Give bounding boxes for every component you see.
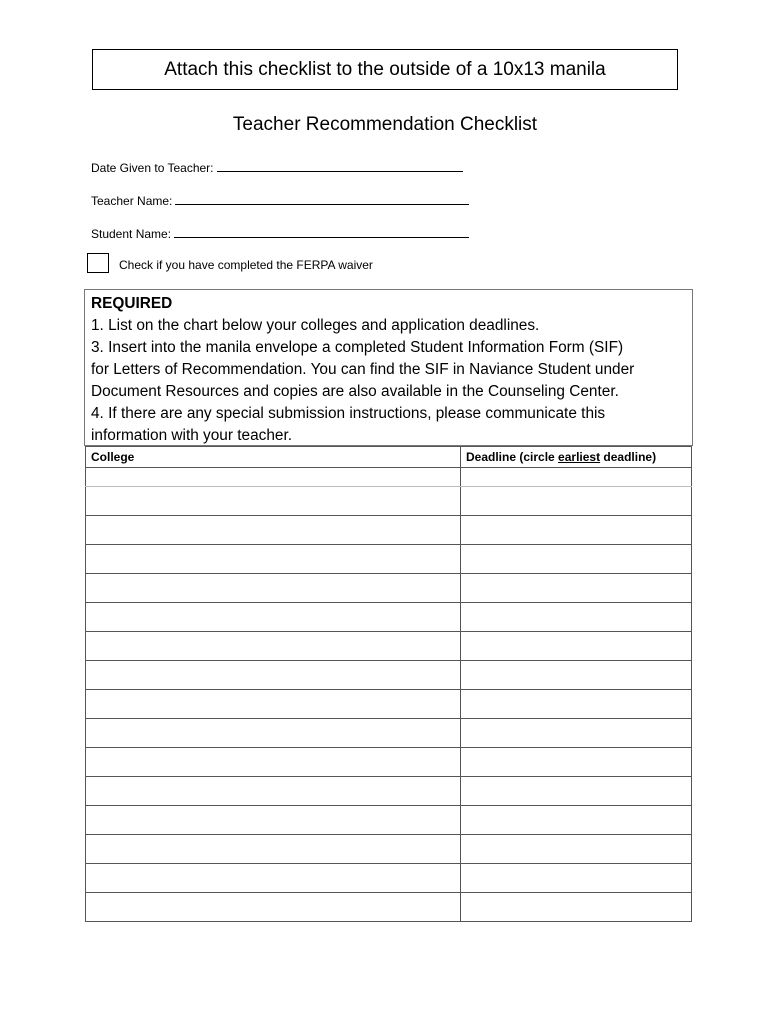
deadline-cell[interactable] [461,748,692,777]
required-line: information with your teacher. [91,427,293,444]
deadline-cell[interactable] [461,574,692,603]
student-name-label: Student Name: [91,227,172,241]
deadline-cell[interactable] [461,690,692,719]
required-heading: REQUIRED [91,295,173,312]
required-line: for Letters of Recommendation. You can find the SIF in Naviance Student under [91,361,635,378]
college-cell[interactable] [86,632,461,661]
ferpa-label: Check if you have completed the FERPA waiver [119,258,373,272]
college-cell[interactable] [86,864,461,893]
deadline-cell[interactable] [461,864,692,893]
deadline-cell[interactable] [461,516,692,545]
college-cell[interactable] [86,748,461,777]
required-line: 1. List on the chart below your colleges and application deadlines. [91,317,540,334]
teacher-name-field [91,192,469,208]
deadline-cell[interactable] [461,487,692,516]
date-given-label: Date Given to Teacher: [91,161,214,175]
required-line: Document Resources and copies are also available in the Counseling Center. [91,383,619,400]
college-cell[interactable] [86,806,461,835]
college-column-header: College [86,447,461,468]
deadline-cell[interactable] [461,719,692,748]
ferpa-checkbox[interactable] [87,253,109,273]
college-cell[interactable] [86,835,461,864]
deadline-cell[interactable] [461,632,692,661]
college-cell[interactable] [86,893,461,922]
page-title: Teacher Recommendation Checklist [232,114,538,135]
required-line: 4. If there are any special submission instructions, please communicate this [91,405,606,422]
date-given-field [91,159,463,175]
college-cell[interactable] [86,690,461,719]
teacher-name-label: Teacher Name: [91,194,173,208]
deadline-cell[interactable] [461,661,692,690]
college-deadline-table [85,446,692,922]
required-line: 3. Insert into the manila envelope a completed Student Information Form (SIF) [91,339,624,356]
deadline-cell[interactable] [461,603,692,632]
deadline-cell[interactable] [461,545,692,574]
college-cell[interactable] [86,719,461,748]
college-cell[interactable] [86,661,461,690]
banner-instruction: Attach this checklist to the outside of a 10x13 manila [92,49,678,90]
college-cell[interactable] [86,487,461,516]
student-name-field [91,225,469,241]
deadline-column-header: Deadline (circle earliest deadline) [461,447,692,468]
required-box [84,289,693,446]
deadline-cell[interactable] [461,777,692,806]
college-cell[interactable] [86,777,461,806]
college-cell[interactable] [86,603,461,632]
college-cell[interactable] [86,516,461,545]
deadline-cell[interactable] [461,835,692,864]
college-cell[interactable] [86,545,461,574]
student-name-line[interactable] [174,225,469,238]
college-cell[interactable] [86,574,461,603]
deadline-cell[interactable] [461,468,692,487]
college-cell[interactable] [86,468,461,487]
teacher-name-line[interactable] [175,192,469,205]
date-given-line[interactable] [217,159,463,172]
deadline-cell[interactable] [461,893,692,922]
deadline-cell[interactable] [461,806,692,835]
